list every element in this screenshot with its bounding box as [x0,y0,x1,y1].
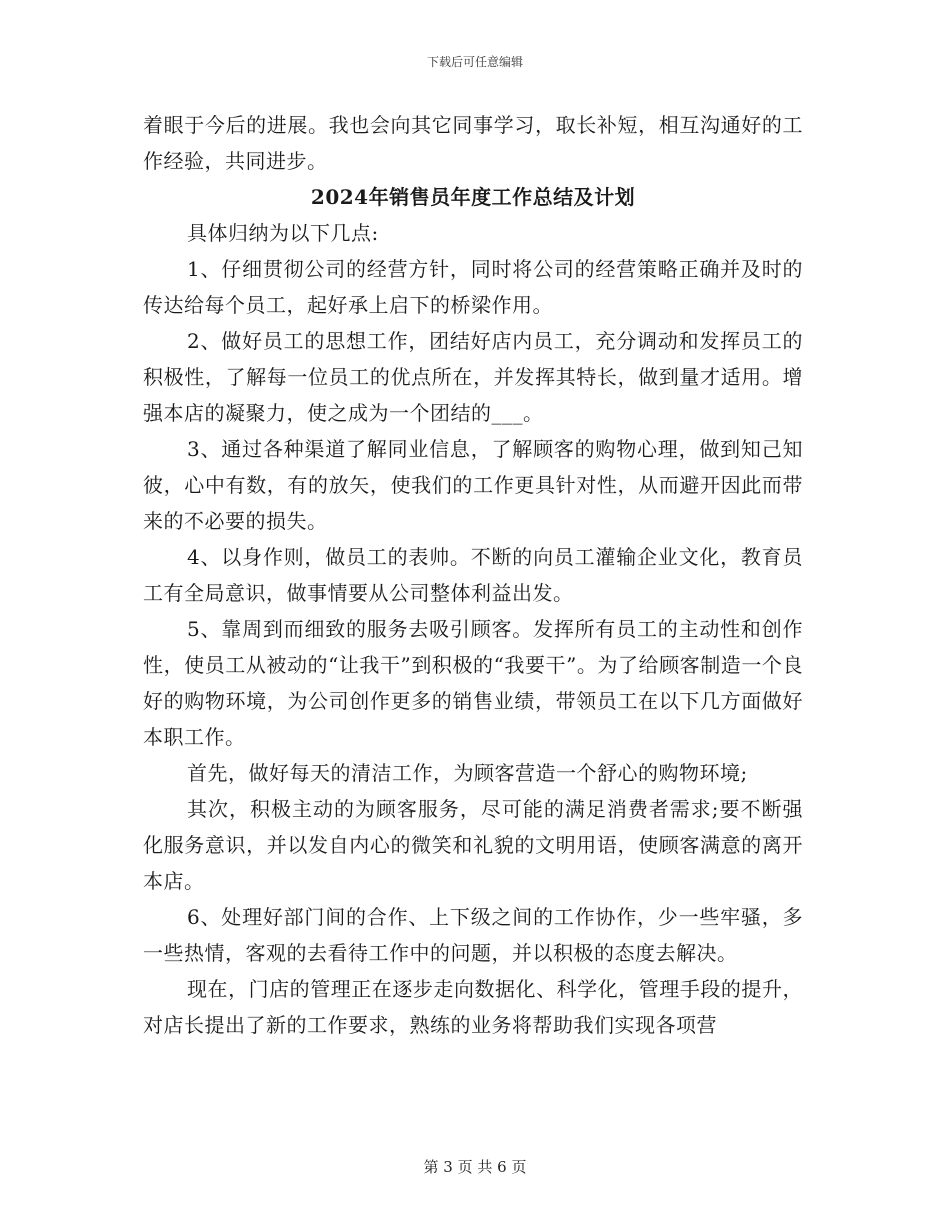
document-title: 2024年销售员年度工作总结及计划 [310,185,636,209]
paragraph-first: 首先，做好每天的清洁工作，为顾客营造一个舒心的购物环境; [187,761,748,785]
paragraph-second: 其次，积极主动的为顾客服务，尽可能的满足消费者需求;要不断强化服务意识，并以发自内心的微笑和礼貌的文明用语，使顾客满意的离开本店。 [143,797,803,893]
paragraph-point-2: 2、做好员工的思想工作，团结好店内员工，充分调动和发挥员工的积极性，了解每一位员工的优点所在，并发挥其特长，做到量才适用。增强本店的凝聚力，使之成为一个团结的___。 [143,329,803,425]
paragraph-point-5: 5、靠周到而细致的服务去吸引顾客。发挥所有员工的主动性和创作性，使员工从被动的“让我干”到积极的“我要干”。为了给顾客制造一个良好的购物环境，为公司创作更多的销售业绩，带领员工在以下几方面做好本职工作。 [143,617,803,749]
continuation-paragraph: 着眼于今后的进展。我也会向其它同事学习，取长补短，相互沟通好的工作经验，共同进步。 [143,113,803,173]
paragraph-now: 现在，门店的管理正在逐步走向数据化、科学化，管理手段的提升，对店长提出了新的工作要求，熟练的业务将帮助我们实现各项营 [143,977,803,1037]
page-footer: 第 3 页 共 6 页 [423,1158,527,1176]
paragraph-point-3: 3、通过各种渠道了解同业信息，了解顾客的购物心理，做到知己知彼，心中有数，有的放矢，使我们的工作更具针对性，从而避开因此而带来的不必要的损失。 [143,437,803,533]
paragraph-point-1: 1、仔细贯彻公司的经营方针，同时将公司的经营策略正确并及时的传达给每个员工，起好承上启下的桥梁作用。 [143,257,803,317]
document-body [143,107,803,1043]
paragraph-point-4: 4、以身作则，做员工的表帅。不断的向员工灌输企业文化，教育员工有全局意识，做事情要从公司整体利益出发。 [143,545,803,605]
page-header: 下载后可任意编辑 [426,55,523,69]
paragraph-summary-intro: 具体归纳为以下几点: [187,221,379,245]
paragraph-point-6: 6、处理好部门间的合作、上下级之间的工作协作，少一些牢骚，多一些热情，客观的去看待工作中的问题，并以积极的态度去解决。 [143,905,803,965]
